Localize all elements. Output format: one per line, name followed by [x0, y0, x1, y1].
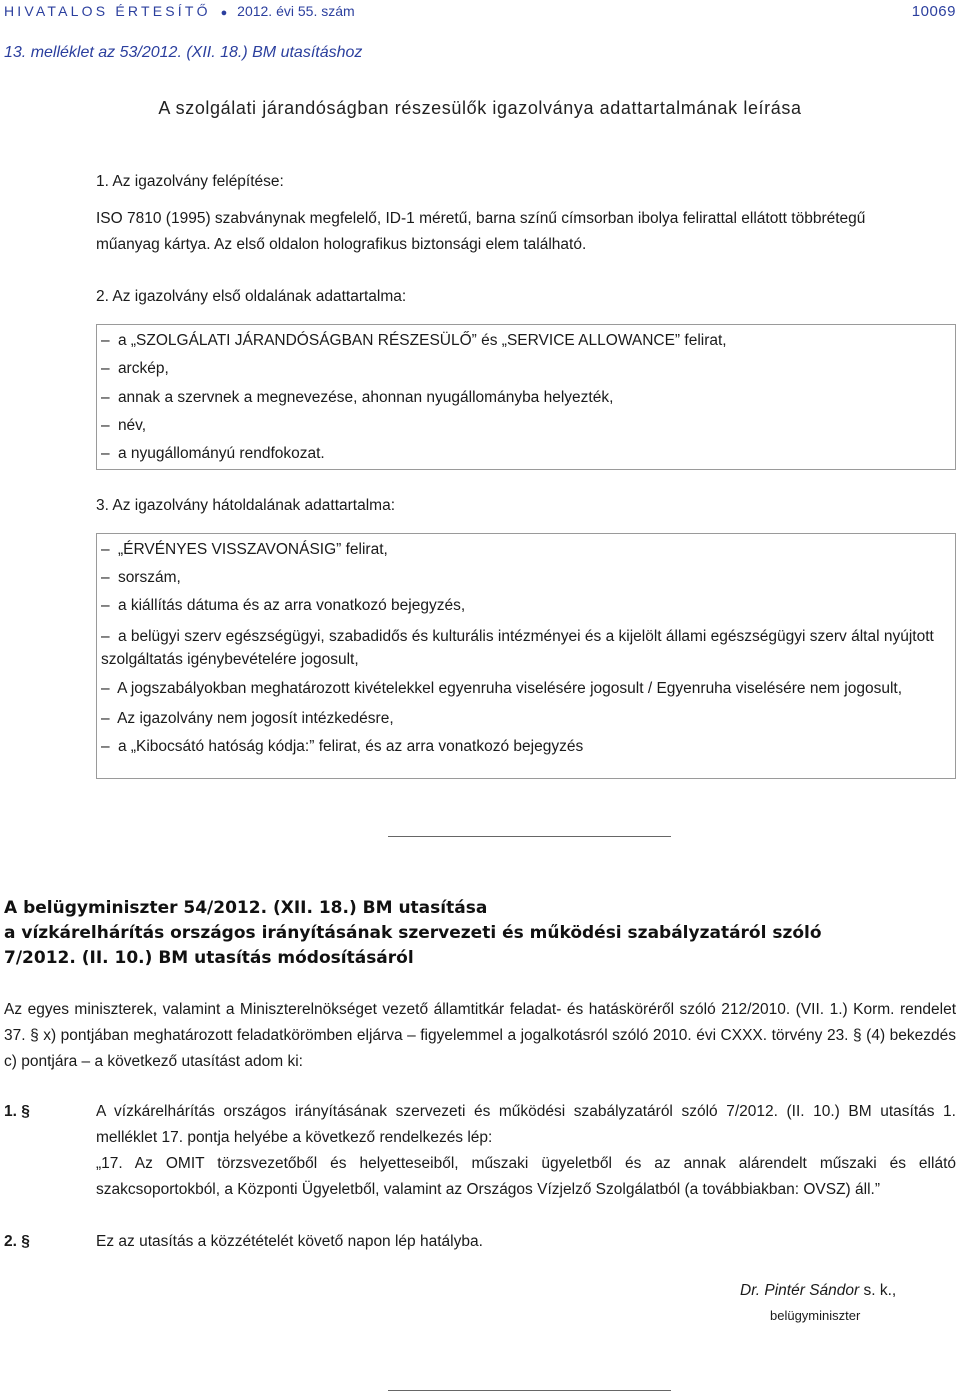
section-body: [96, 1099, 956, 1203]
regulation-title: [4, 896, 944, 971]
journal-name: HIVATALOS ÉRTESÍTŐ: [4, 3, 211, 19]
list-item-text: a nyugállományú rendfokozat.: [117, 445, 325, 463]
list-item: [101, 625, 951, 671]
signature-name: Dr. Pintér Sándor: [740, 1282, 860, 1299]
section3-box: [96, 533, 956, 779]
list-item-text: a belügyi szerv egészségügyi, szabadidős és kulturális intézményei és a kijelölt állami egészségügyi szerv által nyújtott szolgáltatás igénybevételére jogosult,: [101, 628, 934, 668]
signature: [740, 1282, 896, 1300]
regulation-preamble: Az egyes miniszterek, valamint a Miniszterelnökséget vezető államtitkár feladat- és hatásköréről szóló 212/2010. (VII. 1.) Korm. rendelet 37. § x) pontjában meghatározott feladatkörömben eljárva – figyelemmel a jogalkotásról szóló 2010. évi CXXX. törvény 23. § (4) bekezdés c) pontjára – a következő utasítást adom ki:: [4, 1001, 956, 1070]
signature-title: belügyminiszter: [770, 1308, 861, 1323]
list-item: [101, 441, 951, 469]
list-item: [101, 328, 951, 356]
dash: –: [101, 710, 110, 727]
list-item: [101, 677, 951, 700]
dash: –: [101, 445, 110, 463]
dash: –: [101, 597, 110, 614]
list-item-text: név,: [117, 416, 147, 434]
dash: –: [101, 332, 110, 349]
section2-box: [96, 324, 956, 470]
list-item: [101, 413, 951, 441]
running-header-left: [4, 3, 361, 19]
signature-suffix: s. k.,: [863, 1282, 897, 1299]
dash: –: [101, 360, 110, 378]
list-item: [101, 593, 951, 619]
list-item-text: a „SZOLGÁLATI JÁRANDÓSÁGBAN RÉSZESÜLŐ” és „SERVICE ALLOWANCE” felirat,: [117, 332, 727, 349]
running-header: [4, 0, 956, 22]
bottom-divider-rule: [388, 1390, 671, 1391]
section-text: Ez az utasítás a közzétételét követő napon lép hatályba.: [96, 1233, 483, 1250]
list-item: [101, 356, 951, 384]
section2-heading: 2. Az igazolvány első oldalának adattartalma:: [96, 288, 407, 305]
section1-line1: ISO 7810 (1995) szabványnak megfelelő, ID-1 méretű, barna színű címsorban ibolya felirattal ellátott többrétegű: [96, 210, 866, 227]
dash: –: [101, 416, 110, 434]
dash: –: [101, 628, 110, 645]
annex-title: A szolgálati járandóságban részesülők igazolványa adattartalmának leírása: [158, 98, 802, 118]
dash: –: [101, 569, 110, 586]
section-body: [96, 1229, 956, 1255]
section1-line2: műanyag kártya. Az első oldalon holografikus biztonsági elem található.: [96, 236, 587, 253]
dash: –: [101, 388, 110, 406]
list-item-text: A jogszabályokban meghatározott kivételekkel egyenruha viselésére jogosult / Egyenruha viselésére nem jogosult,: [117, 680, 903, 697]
section-quote: „17. Az OMIT törzsvezetőből és helyetteseiből, műszaki ügyeletből és az annak alárendelt műszaki és ellátó szakcsoportokból, a Központi Ügyeletből, valamint az Országos Vízjelző Szolgálatból (a továbbiakban: OVSZ) áll.”: [96, 1155, 956, 1198]
annex-reference: 13. melléklet az 53/2012. (XII. 18.) BM utasításhoz: [4, 44, 363, 61]
list-item-text: annak a szervnek a megnevezése, ahonnan nyugállományba helyezték,: [117, 388, 614, 406]
list-item: [101, 385, 951, 413]
dash: –: [101, 738, 110, 755]
regulation-title-line2: a vízkárelhárítás országos irányításának szervezeti és működési szabályzatáról szóló: [4, 923, 822, 943]
list-item-text: sorszám,: [117, 569, 181, 586]
regulation-title-line1: A belügyminiszter 54/2012. (XII. 18.) BM utasítása: [4, 898, 488, 918]
issue-info: 2012. évi 55. szám: [237, 3, 355, 19]
divider-rule: [388, 836, 671, 837]
bullet-separator: ●: [220, 7, 228, 19]
list-item-text: a kiállítás dátuma és az arra vonatkozó bejegyzés,: [117, 597, 466, 614]
list-item: [101, 706, 951, 732]
section-text: A vízkárelhárítás országos irányításának szervezeti és működési szabályzatáról szóló 7/2012. (II. 10.) BM utasítás 1. melléklet 17. pontja helyébe a következő rendelkezés lép:: [96, 1103, 956, 1146]
list-item-text: a „Kibocsátó hatóság kódja:” felirat, és az arra vonatkozó bejegyzés: [117, 738, 584, 755]
page-number: 10069: [911, 2, 956, 20]
list-item: [101, 565, 951, 591]
list-item-text: „ÉRVÉNYES VISSZAVONÁSIG” felirat,: [117, 541, 388, 558]
list-item: [101, 734, 951, 760]
section1-heading: 1. Az igazolvány felépítése:: [96, 173, 284, 190]
section1-paragraph: [96, 206, 956, 258]
list-item-text: Az igazolvány nem jogosít intézkedésre,: [117, 710, 394, 727]
section3-heading: 3. Az igazolvány hátoldalának adattartalma:: [96, 497, 395, 514]
list-item: [101, 537, 951, 563]
section-number: 1. §: [4, 1103, 30, 1120]
section-number: 2. §: [4, 1233, 30, 1250]
list-item-text: arckép,: [117, 360, 169, 378]
dash: –: [101, 541, 110, 558]
dash: –: [101, 680, 110, 697]
regulation-title-line3: 7/2012. (II. 10.) BM utasítás módosításáról: [4, 948, 414, 968]
